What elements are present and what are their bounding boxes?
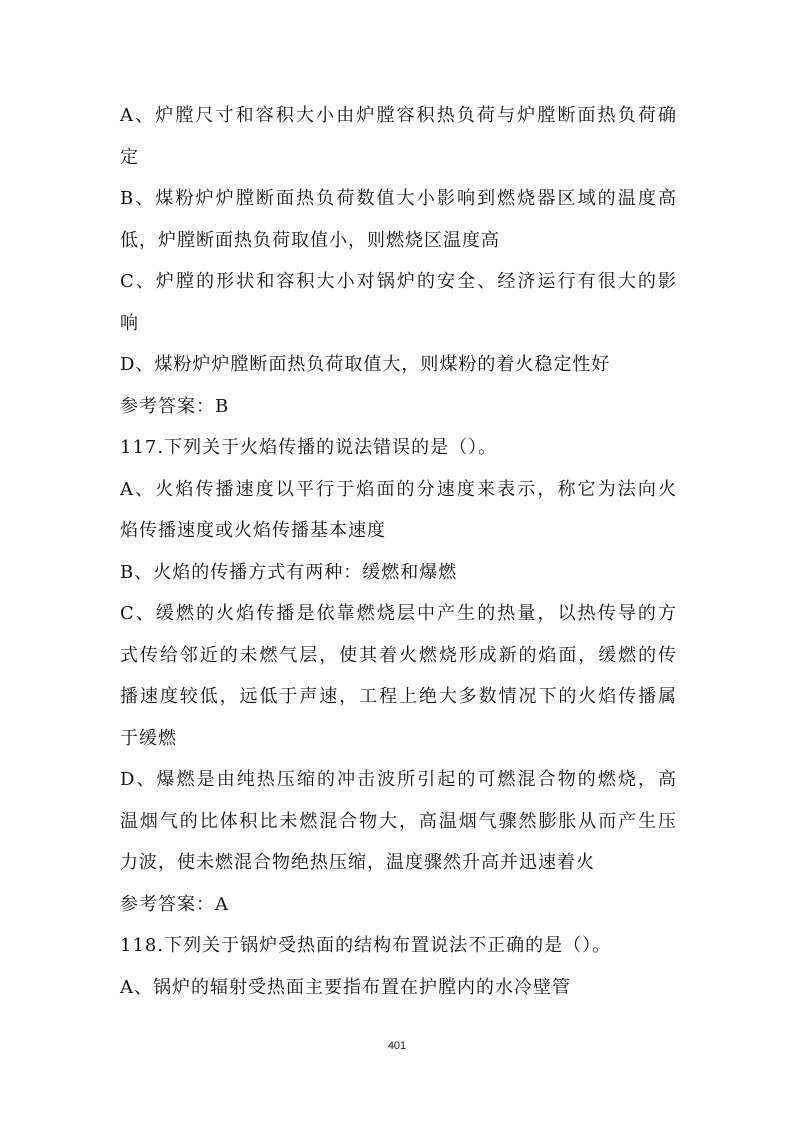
page-number: 401 xyxy=(387,1040,407,1052)
q116-option-b-line1: B、煤粉炉炉膛断面热负荷数值大小影响到燃烧器区域的温度高 xyxy=(120,188,676,209)
q116-option-d-line1: D、煤粉炉炉膛断面热负荷取值大，则煤粉的着火稳定性好 xyxy=(120,354,611,375)
q117-answer: 参考答案：A xyxy=(120,893,229,915)
q117-option-c-line4: 于缓燃 xyxy=(120,727,177,749)
q118-stem: 118.下列关于锅炉受热面的结构布置说法不正确的是（）。 xyxy=(120,935,612,956)
q116-option-c-line2: 响 xyxy=(120,312,139,334)
page-body xyxy=(120,95,676,1008)
q116-option-a-line2: 定 xyxy=(120,146,139,168)
q117-option-d-line3: 力波，使未燃混合物绝热压缩，温度骤然升高并迅速着火 xyxy=(120,852,595,873)
q116-answer: 参考答案：B xyxy=(120,395,230,417)
q117-option-c-line1: C、缓燃的火焰传播是依靠燃烧层中产生的热量，以热传导的方 xyxy=(120,603,676,624)
q117-option-b-line1: B、火焰的传播方式有两种：缓燃和爆燃 xyxy=(120,561,458,583)
q117-option-c-line2: 式传给邻近的未燃气层，使其着火燃烧形成新的焰面，缓燃的传 xyxy=(120,644,676,666)
q117-option-d-line1: D、爆燃是由纯热压缩的冲击波所引起的可燃混合物的燃烧，高 xyxy=(120,769,676,790)
q117-option-a-line1: A、火焰传播速度以平行于焰面的分速度来表示，称它为法向火 xyxy=(120,478,676,500)
q117-option-a-line2: 焰传播速度或火焰传播基本速度 xyxy=(120,520,386,541)
q118-option-a-line1: A、锅炉的辐射受热面主要指布置在护膛内的水冷壁管 xyxy=(120,976,571,998)
q116-option-c-line1: C、炉膛的形状和容积大小对锅炉的安全、经济运行有很大的影 xyxy=(120,271,676,292)
q117-stem: 117.下列关于火焰传播的说法错误的是（）。 xyxy=(120,437,498,458)
q117-option-c-line3: 播速度较低，远低于声速，工程上绝大多数情况下的火焰传播属 xyxy=(120,686,676,707)
q116-option-a-line1: A、炉膛尺寸和容积大小由炉膛容积热负荷与炉膛断面热负荷确 xyxy=(120,105,676,126)
q116-option-b-line2: 低，炉膛断面热负荷取值小，则燃烧区温度高 xyxy=(120,229,500,251)
q117-option-d-line2: 温烟气的比体积比未燃混合物大，高温烟气骤然膨胀从而产生压 xyxy=(120,810,676,832)
